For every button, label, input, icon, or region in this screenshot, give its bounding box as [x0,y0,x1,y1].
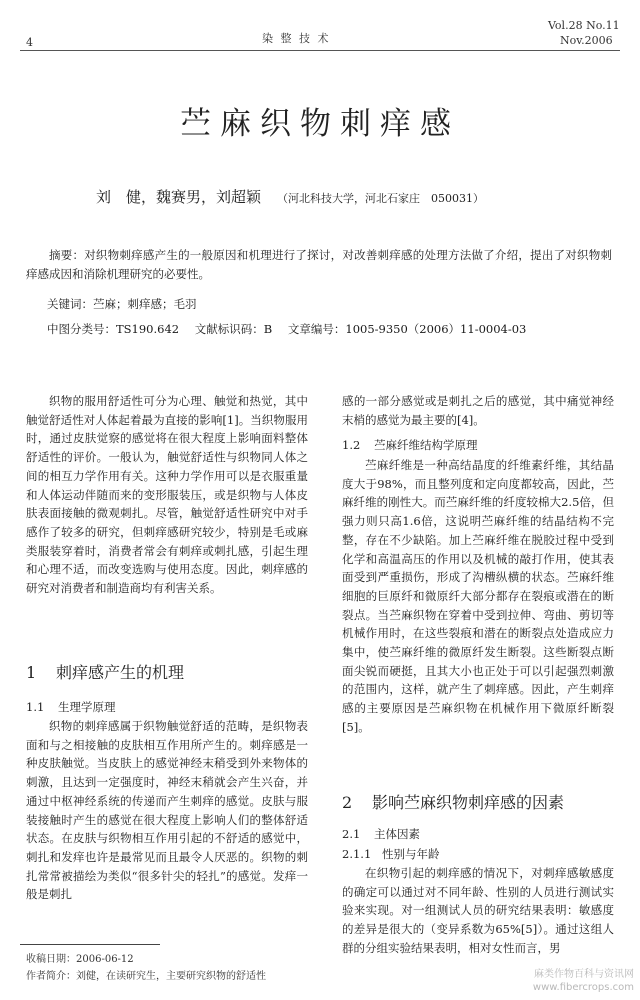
intro-paragraph [26,392,308,598]
intro-text: 织物的服用舒适性可分为心理、触觉和热觉，其中触觉舒适性对人体起着最为直接的影响[1]。当织物服用时，通过皮肤觉察的感觉将在很大程度上影响面料整体舒适性的评价。一般认为，触觉舒适性与织物同人体之间的相互力学作用有关。这种力学作用可以是衣服重量和人体运动伴随而来的变形服装压，或是织物与人体皮肤表面接触的微观刺扎。尽管，触觉舒适性研究中对手感作了较多的研究，但刺痒感研究较少，特别是毛或麻类服装穿着时，消费者常会有刺痒或刺扎感，引起生理和心理不适，而改变选购与使用态度。因此，刺痒感的研究对消费者和制造商均有利害关系。 [26,394,308,596]
author-bio: 作者简介：刘健，在读研究生，主要研究织物的舒适性 [26,971,266,982]
section-1-1-number: 1.1 [26,700,45,714]
keywords-text: 苎麻；刺痒感；毛羽 [93,297,197,311]
section-2-1-1-title: 性别与年龄 [382,847,440,861]
document-code: 文献标识码：B [194,322,273,336]
continued-text: 感的一部分感觉或是刺扎之后的感觉，其中痛觉神经末梢的感觉为最主要的[4]。 [342,394,614,427]
page-number: 4 [26,36,33,49]
section-1-2-paragraph [342,456,614,737]
section-2-heading [342,790,564,813]
section-1-1-text: 织物的刺痒感属于织物触觉舒适的范畴，是织物表面和与之相接触的皮肤相互作用所产生的。刺痒感是一种皮肤触觉。当皮肤上的感觉神经末稍受到外来物体的刺激，且达到一定强度时，神经末稍就会产生兴奋，并通过中枢神经系统的传递而产生刺痒的感觉。皮肤与服装接触时产生的感觉在很大程度上影响人们的整体舒适状态。在皮肤与织物相互作用引起的不舒适的感觉中，刺扎和发痒也许是最常见而且最令人厌恶的。织物的刺扎常常被描绘为类似“很多针尖的轻扎”的感觉。发痒一般是刺扎 [26,719,308,902]
article-title: 苎麻织物刺痒感 [180,106,460,142]
section-1-1-paragraph [26,717,308,904]
section-2-number: 2 [342,793,353,812]
section-1-heading [26,660,184,683]
section-1-1-heading [26,699,116,715]
section-2-1-title: 主体因素 [374,827,420,841]
watermark-line-1: 麻类作物百科与资讯网 [534,969,634,980]
section-1-2-heading [342,437,478,453]
article-number: 文章编号：1005-9350（2006）11-0004-03 [287,322,527,336]
section-2-1-1-paragraph [342,864,614,958]
abstract-label: 摘要： [49,248,85,262]
continued-paragraph [342,392,614,429]
section-2-1-heading [342,826,420,842]
keywords-label: 关键词： [47,297,93,311]
section-1-title: 刺痒感产生的机理 [56,663,185,682]
section-2-1-1-heading [342,846,440,862]
keywords [47,296,197,312]
section-2-1-1-text: 在织物引起的刺痒感的情况下，对刺痒感敏感度的确定可以通过对不同年龄、性别的人员进行测试实验来实现。对一组测试人员的研究结果表明：敏感度的差异是很大的（变异系数为65%[5]）。通过这组人群的分组实验结果表明，相对女性而言，男 [342,866,614,955]
watermark [533,968,634,994]
issue-date: Nov.2006 [560,34,613,47]
volume-issue: Vol.28 No.11 [548,19,620,32]
section-2-1-1-number: 2.1.1 [342,847,372,861]
affiliation: （河北科技大学，河北石家庄 050031） [277,192,485,205]
section-1-2-title: 苎麻纤维结构学原理 [374,438,478,452]
clc-number: 中图分类号：TS190.642 [47,322,180,336]
section-1-2-text: 苎麻纤维是一种高结晶度的纤维素纤维，其结晶度大于98%，而且整列度和定向度都较高，因此，苎麻纤维的刚性大。而苎麻纤维的纤度较棉大2.5倍，但强力则只高1.6倍，这说明苎麻纤维的结晶结构不完整，存在不少缺陷。加上苎麻纤维在脱胶过程中受到化学和高温高压的作用以及机械的敲打作用，使其表面受到严重损伤，形成了沟槽纵横的状态。苎麻纤维细胞的巨原纤和微原纤大部分都存在裂痕或潜在的断裂点。当苎麻织物在穿着中受到拉伸、弯曲、剪切等机械作用时，在这些裂痕和潜在的断裂点处造成应力集中，使苎麻纤维的微原纤发生断裂。这些断裂点断面尖锐而硬挺，且其大小也正处于可以引起强烈刺激的范围内，这样，就产生了刺痒感。因此，产生刺痒感的主要原因是苎麻织物在机械作用下微原纤断裂[5]。 [342,458,614,734]
abstract-text: 对织物刺痒感产生的一般原因和机理进行了探讨，对改善刺痒感的处理方法做了介绍，提出了对织物刺痒感成因和消除机理研究的必要性。 [26,248,612,281]
header-rule [20,50,620,51]
abstract [26,246,612,283]
section-2-1-number: 2.1 [342,827,361,841]
section-1-1-title: 生理学原理 [58,700,116,714]
watermark-line-2: www.fibercrops.com [532,982,634,993]
authors: 刘 健，魏赛男，刘超颖 [96,188,262,206]
received-date: 收稿日期：2006-06-12 [26,954,134,965]
section-1-2-number: 1.2 [342,438,361,452]
classification-line [47,321,538,337]
section-1-number: 1 [26,663,37,682]
journal-name: 染 整 技 术 [262,32,331,45]
section-2-title: 影响苎麻织物刺痒感的因素 [372,793,565,812]
footnote-rule [20,944,160,945]
author-line [96,186,484,207]
